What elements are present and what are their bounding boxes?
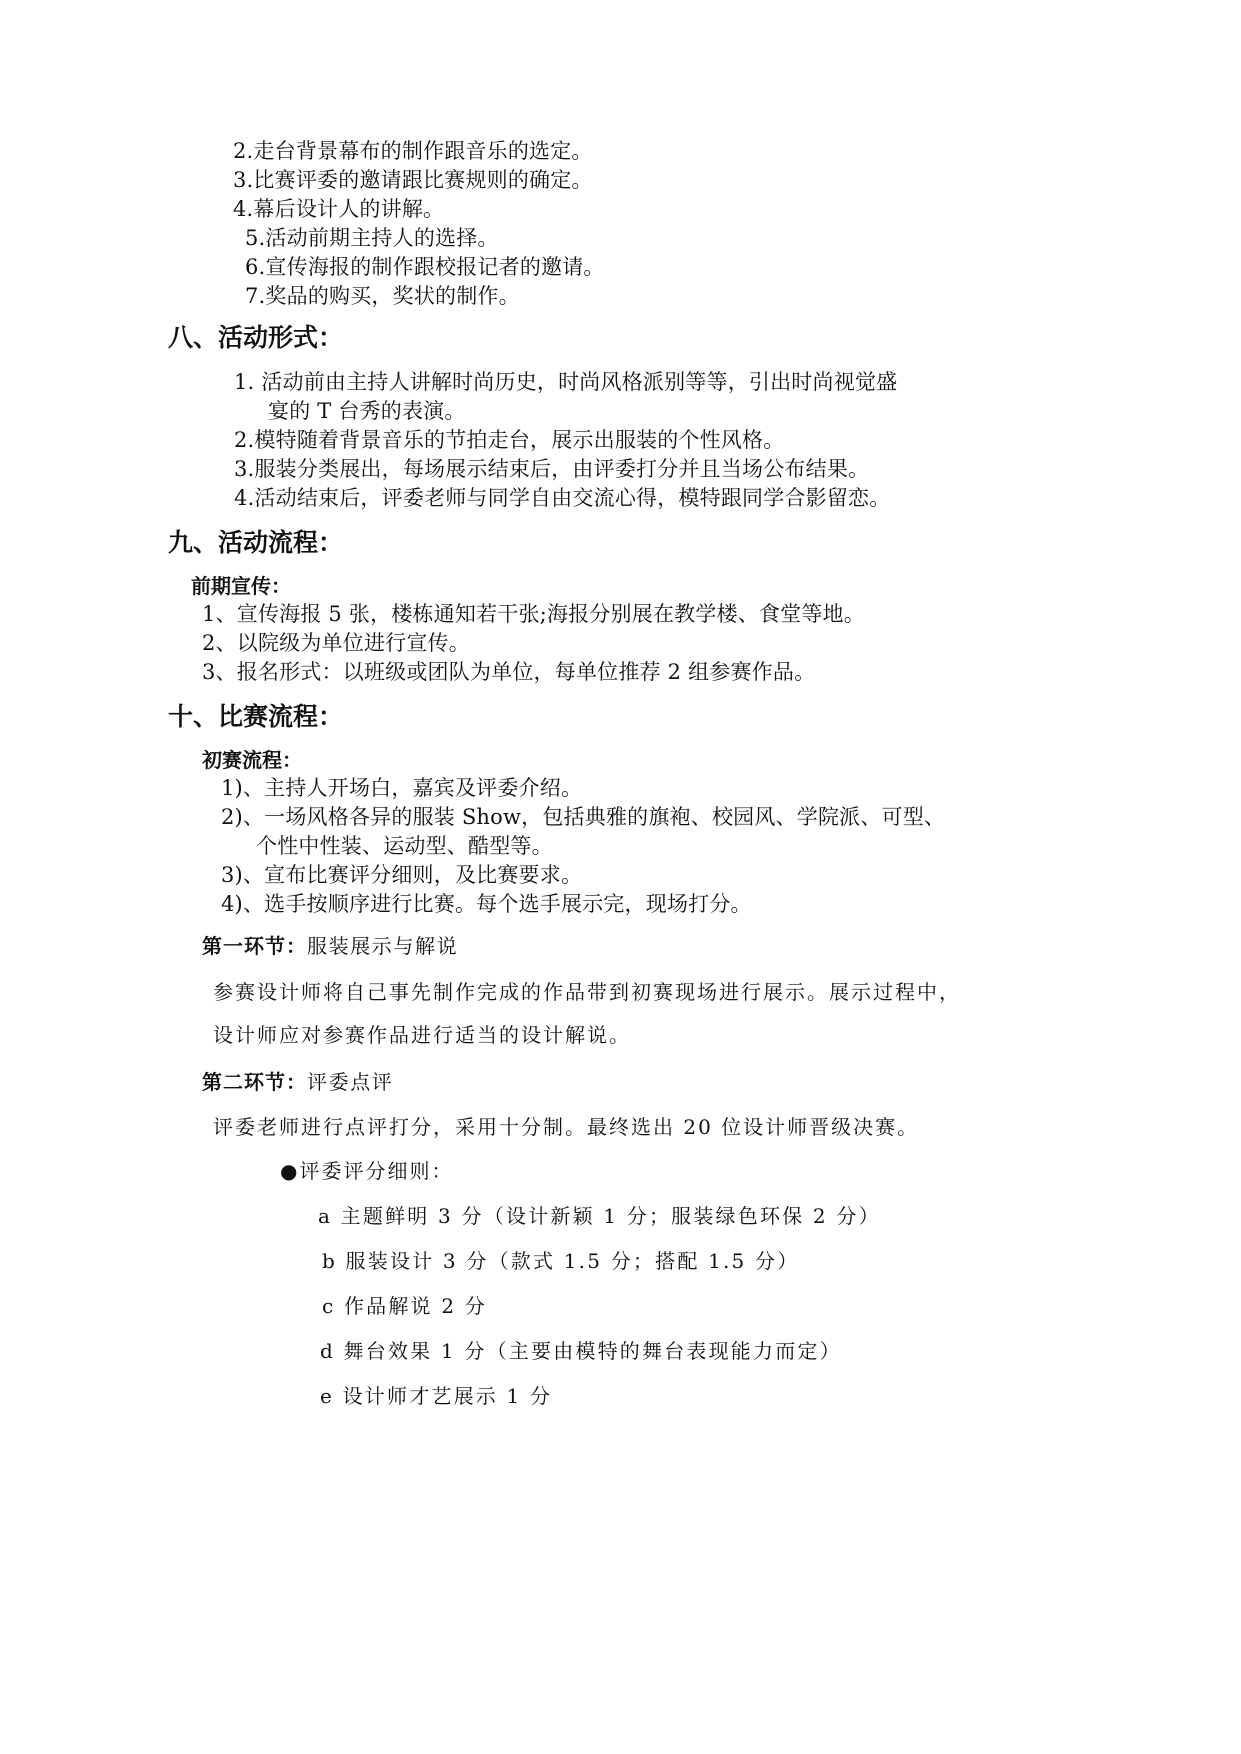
- section-heading: 八、活动形式：: [168, 323, 344, 352]
- list-item: 1)、主持人开场白，嘉宾及评委介绍。: [221, 776, 583, 800]
- criteria-item: b 服装设计 3 分（款式 1.5 分；搭配 1.5 分）: [322, 1249, 800, 1273]
- list-item: 4.幕后设计人的讲解。: [233, 197, 445, 221]
- segment-label: 第一环节：: [202, 934, 307, 958]
- segment-title: 服装展示与解说: [307, 934, 459, 958]
- list-item: 7.奖品的购买，奖状的制作。: [245, 284, 520, 308]
- criteria-item: d 舞台效果 1 分（主要由模特的舞台表现能力而定）: [320, 1339, 842, 1363]
- list-item: 3.服装分类展出，每场展示结束后，由评委打分并且当场公布结果。: [234, 457, 870, 481]
- list-item: 2、以院级为单位进行宣传。: [202, 631, 470, 655]
- segment-heading: [202, 1068, 393, 1096]
- list-item: 5.活动前期主持人的选择。: [245, 226, 499, 250]
- paragraph-line: 设计师应对参赛作品进行适当的设计解说。: [213, 1023, 631, 1047]
- paragraph-line: 评委老师进行点评打分，采用十分制。最终选出 20 位设计师晋级决赛。: [213, 1115, 920, 1139]
- list-item: 4.活动结束后，评委老师与同学自由交流心得，模特跟同学合影留恋。: [234, 486, 891, 510]
- list-item-continuation: 宴的 T 台秀的表演。: [268, 399, 466, 423]
- criteria-item: a 主题鲜明 3 分（设计新颖 1 分；服装绿色环保 2 分）: [318, 1204, 881, 1228]
- list-item: 1. 活动前由主持人讲解时尚历史，时尚风格派别等等，引出时尚视觉盛: [234, 370, 898, 394]
- list-item: 3)、宣布比赛评分细则，及比赛要求。: [221, 863, 583, 887]
- paragraph-line: 参赛设计师将自己事先制作完成的作品带到初赛现场进行展示。展示过程中，: [213, 980, 961, 1004]
- list-item: 2.走台背景幕布的制作跟音乐的选定。: [233, 139, 593, 163]
- segment-label: 第二环节：: [202, 1070, 307, 1094]
- segment-heading: [202, 932, 458, 960]
- list-item-continuation: 个性中性装、运动型、酷型等。: [256, 834, 553, 858]
- section-heading: 九、活动流程：: [168, 528, 344, 557]
- list-item: 4)、选手按顺序进行比赛。每个选手展示完，现场打分。: [221, 892, 752, 916]
- criteria-title: ●评委评分细则：: [280, 1159, 454, 1183]
- segment-title: 评委点评: [307, 1070, 394, 1094]
- list-item: 2)、一场风格各异的服装 Show，包括典雅的旗袍、校园风、学院派、可型、: [221, 805, 946, 829]
- list-item: 1、宣传海报 5 张，楼栋通知若干张;海报分别展在教学楼、食堂等地。: [202, 602, 865, 626]
- list-item: 3.比赛评委的邀请跟比赛规则的确定。: [233, 168, 593, 192]
- criteria-item: c 作品解说 2 分: [322, 1294, 487, 1318]
- section-heading: 十、比赛流程：: [168, 702, 344, 731]
- list-item: 2.模特随着背景音乐的节拍走台，展示出服装的个性风格。: [234, 428, 785, 452]
- list-item: 3、报名形式：以班级或团队为单位，每单位推荐 2 组参赛作品。: [202, 660, 816, 684]
- section-subheading: 初赛流程：: [202, 748, 302, 772]
- section-subheading: 前期宣传：: [191, 574, 291, 598]
- list-item: 6.宣传海报的制作跟校报记者的邀请。: [245, 255, 605, 279]
- criteria-item: e 设计师才艺展示 1 分: [320, 1384, 553, 1408]
